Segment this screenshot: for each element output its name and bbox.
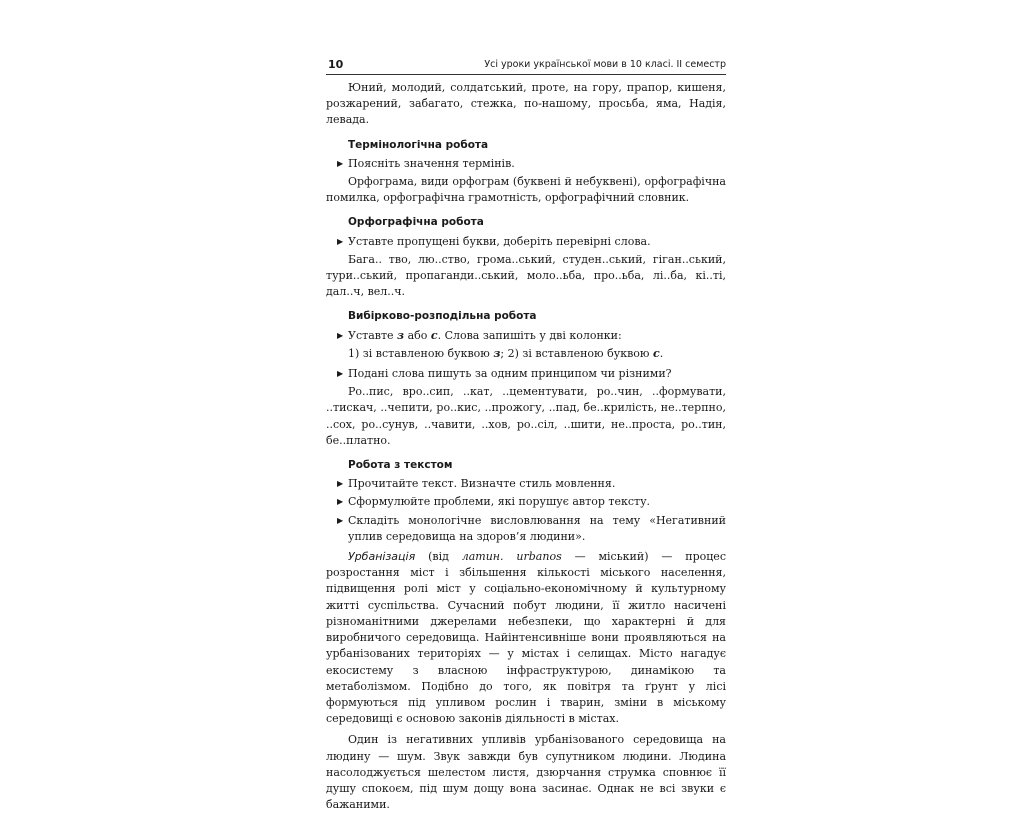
column-letter-s: с [652,346,660,360]
letter-z: з [397,328,405,342]
page-number: 10 [328,58,344,71]
terminology-task-text: Поясніть значення термінів. [348,156,515,170]
terminology-terms: Орфограма, види орфограм (буквені й небуквені), орфографічна помилка, орфографічна грамотність, орфографічний словник. [326,175,726,205]
text-task-3 [326,513,726,545]
selective-task-2-text: Подані слова пишуть за одним принципом чи різними? [348,367,672,381]
orthography-task-text: Уставте пропущені букви, доберіть перевірні слова. [348,234,651,248]
text-task-1 [326,476,726,492]
text-task-2 [326,494,726,510]
selective-task-2 [326,366,726,382]
latin-origin: латин. urbanos [461,550,562,564]
page-body [326,80,726,813]
triangle-right-icon: ▶ [337,330,344,340]
text-task-3-text: Складіть монологічне висловлювання на тему «Негативний уплив середовища на здоров’я людини». [348,513,726,543]
column-letter-z: з [493,346,501,360]
p1-a: (від [415,550,462,564]
text-work-heading: Робота з текстом [348,459,453,472]
selective-words: Ро..пис, вро..сип, ..кат, ..цементувати, ро..чин, ..формувати, ..тискач, ..чепити, ро..кис, ..прожогу, ..пад, бе..крилість, не..терпно, ..сох, ро..сунув, ..чавити, ..хов, ро..сіл, ..шити, не..проста, ро..тин, бе..платно. [326,385,726,447]
triangle-right-icon: ▶ [337,236,344,246]
terminology-heading: Термінологічна робота [348,138,489,151]
text-paragraph-2: Один із негативних упливів урбанізованого середовища на людину — шум. Звук завжди був супутником людини. Людина насолоджується шелестом листя, дзюрчання струмка сповнює її душу спокоєм, під шум дощу вона засинає. Однак не всі звуки є бажаними. [326,733,726,812]
running-title: Усі уроки української мови в 10 класі. ІІ семестр [484,59,726,70]
selective-columns [326,346,726,362]
orthography-task [326,234,726,250]
triangle-right-icon: ▶ [337,158,344,168]
text-task-1-text: Прочитайте текст. Визначте стиль мовлення. [348,477,616,491]
triangle-right-icon: ▶ [337,515,344,525]
columns-c: . [659,346,664,360]
letter-s: с [430,328,438,342]
selective-heading: Вибірково-розподільна робота [348,310,537,323]
selective-task-1 [326,328,726,344]
p1-b: — міський) — процес розростання міст і збільшення кількості міського населення, підвищення ролі міст у соціально-економічному й культурному житті суспільства. Сучасний побут людини, її житло насичені різноманітними джерелами небезпеки, що характерні й для виробничого середовища. Найінтенсивніше вони проявляються на урбанізованих територіях — у містах і селищах. Місто нагадує екосистему з власною інфраструктурою, динамікою та метаболізмом. Подібно до того, як повітря та ґрунт у лісі формуються під упливом рослин і тварин, зміни в міському середовищі є основою законів діяльності в містах. [326,550,726,726]
selective-task-1-c: . Слова запишіть у дві колонки: [437,328,622,342]
orthography-words: Бага.. тво, лю..ство, грома..ський, студен..ський, гіган..ський, тури..ський, пропаганди..ський, моло..ьба, про..ьба, лі..ба, кі..ті, дал..ч, вел..ч. [326,252,726,299]
columns-b: ; 2) зі вставленою буквою [500,346,653,360]
orthography-heading: Орфографічна робота [348,216,484,229]
triangle-right-icon: ▶ [337,497,344,507]
urbanization-term: Урбанізація [348,550,416,564]
text-task-2-text: Сформулюйте проблеми, які порушує автор тексту. [348,495,651,509]
terminology-task [326,156,726,172]
triangle-right-icon: ▶ [337,369,344,379]
text-paragraph-1 [326,549,726,727]
intro-word-list: Юний, молодий, солдатський, проте, на гору, прапор, кишеня, розжарений, забагато, стежка, по-нашому, просьба, яма, Надія, левада. [326,81,726,127]
page-header [326,56,726,75]
columns-a: 1) зі вставленою буквою [348,346,494,360]
selective-task-1-a: Уставте [348,328,398,342]
triangle-right-icon: ▶ [337,479,344,489]
textbook-page [326,56,726,818]
selective-task-1-b: або [404,328,431,342]
